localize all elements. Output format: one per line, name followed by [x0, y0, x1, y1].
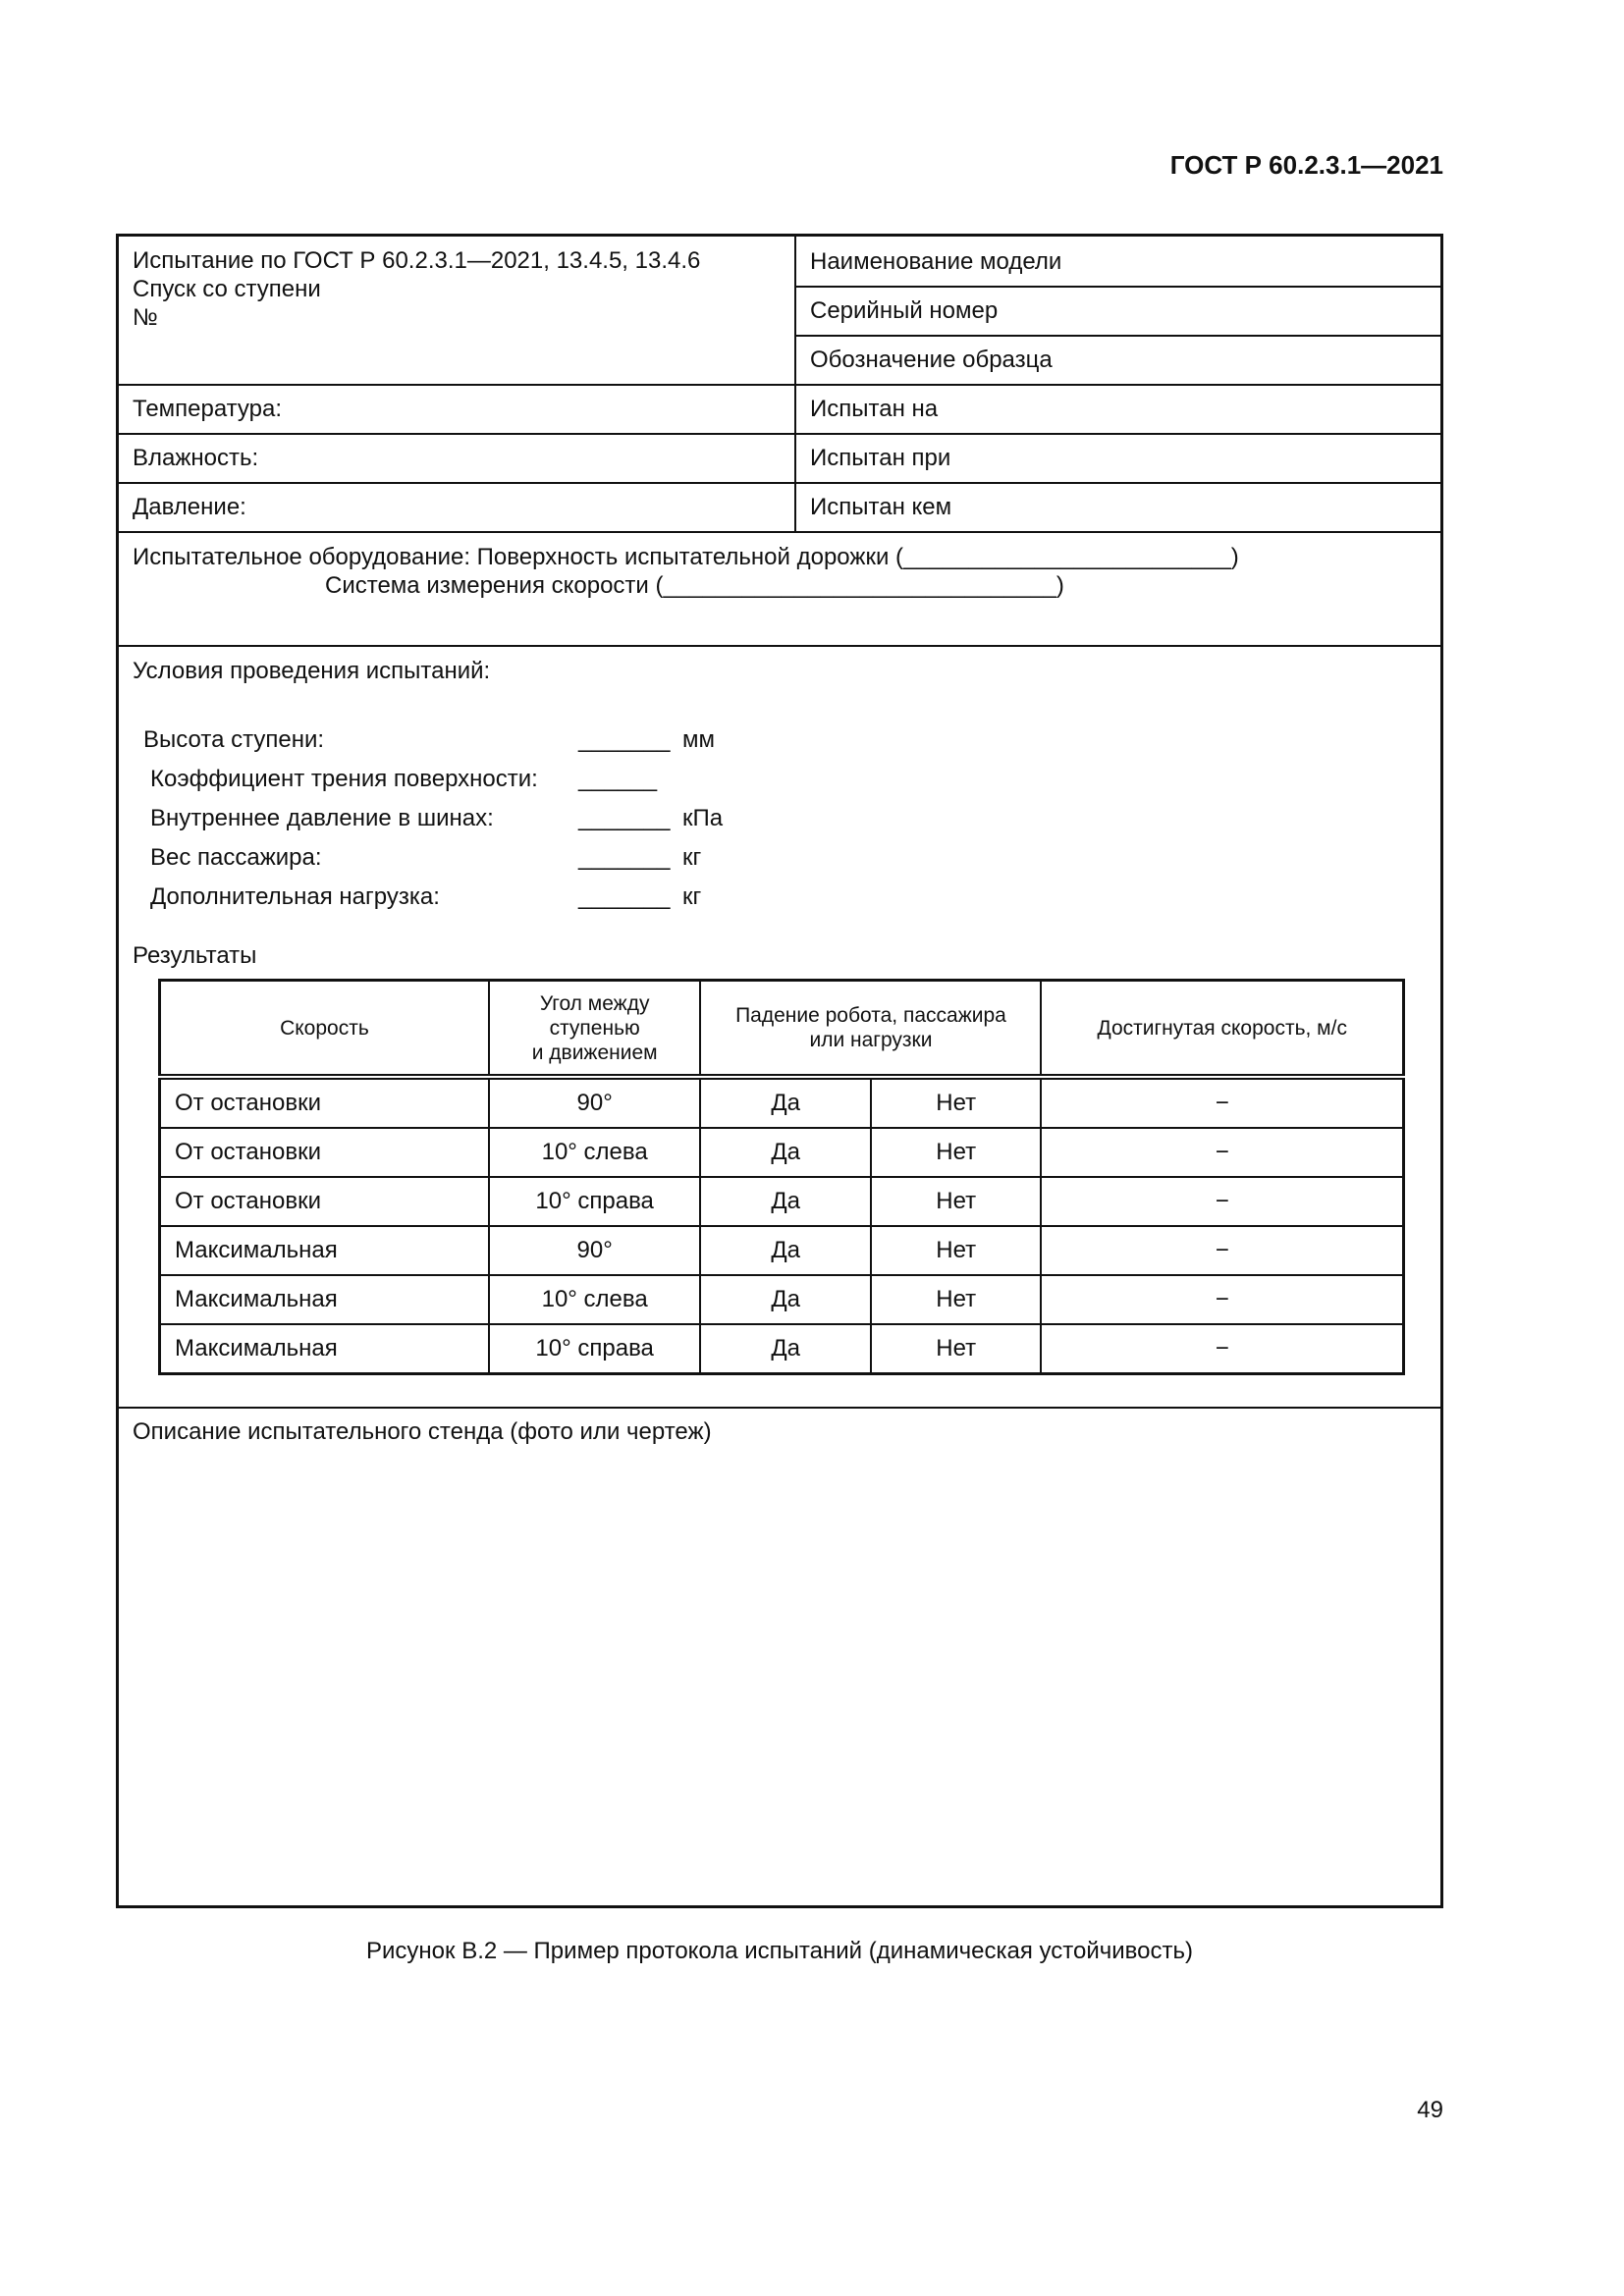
row-divider — [119, 433, 1440, 435]
cell-yes: Да — [700, 1077, 870, 1128]
condition-label: Внутреннее давление в шинах: — [150, 805, 494, 831]
cell-speed: От остановки — [160, 1177, 489, 1226]
header-fall: Падение робота, пассажира или нагрузки — [700, 981, 1041, 1078]
tested-by-label: Испытан кем — [810, 494, 952, 520]
row-divider — [119, 1407, 1440, 1409]
tested-at-label: Испытан при — [810, 445, 951, 471]
table-row — [160, 1324, 1404, 1374]
humidity-label: Влажность: — [133, 445, 259, 471]
table-row — [160, 1128, 1404, 1177]
table-row — [160, 1226, 1404, 1275]
cell-achieved: − — [1041, 1324, 1403, 1374]
equipment-surface: Испытательное оборудование: Поверхность испытательной дорожки (_________________________) — [133, 544, 1239, 570]
cell-speed: От остановки — [160, 1128, 489, 1177]
row-divider — [119, 482, 1440, 484]
cell-no: Нет — [871, 1226, 1042, 1275]
cell-angle: 90° — [489, 1077, 701, 1128]
cell-achieved: − — [1041, 1177, 1403, 1226]
cell-yes: Да — [700, 1275, 870, 1324]
model-name-label: Наименование модели — [810, 248, 1062, 275]
cell-angle: 90° — [489, 1226, 701, 1275]
cell-achieved: − — [1041, 1077, 1403, 1128]
table-row — [160, 1275, 1404, 1324]
row-divider — [119, 531, 1440, 533]
row-divider — [794, 335, 1440, 337]
equipment-speed-system: Система измерения скорости (______________________________) — [325, 572, 1064, 599]
condition-label: Вес пассажира: — [150, 844, 322, 871]
cell-no: Нет — [871, 1077, 1042, 1128]
cell-yes: Да — [700, 1324, 870, 1374]
stand-description-label: Описание испытательного стенда (фото или чертеж) — [133, 1418, 712, 1445]
condition-blank: ______ — [578, 766, 658, 792]
condition-unit: мм — [682, 726, 715, 753]
condition-unit: кг — [682, 883, 702, 910]
cell-speed: Максимальная — [160, 1226, 489, 1275]
condition-label: Коэффициент трения поверхности: — [150, 766, 538, 792]
cell-yes: Да — [700, 1128, 870, 1177]
cell-speed: Максимальная — [160, 1324, 489, 1374]
condition-label: Дополнительная нагрузка: — [150, 883, 440, 910]
cell-yes: Да — [700, 1177, 870, 1226]
cell-yes: Да — [700, 1226, 870, 1275]
results-table — [158, 979, 1405, 1375]
condition-blank: _______ — [578, 726, 671, 753]
row-divider — [119, 645, 1440, 647]
cell-no: Нет — [871, 1128, 1042, 1177]
cell-achieved: − — [1041, 1128, 1403, 1177]
cell-speed: Максимальная — [160, 1275, 489, 1324]
header-achieved-speed: Достигнутая скорость, м/с — [1041, 981, 1403, 1078]
test-name: Спуск со ступени — [133, 276, 321, 302]
pressure-label: Давление: — [133, 494, 246, 520]
standard-code: ГОСТ Р 60.2.3.1—2021 — [1169, 150, 1443, 180]
table-row — [160, 1077, 1404, 1128]
cell-angle: 10° слева — [489, 1128, 701, 1177]
cell-angle: 10° справа — [489, 1177, 701, 1226]
header-angle: Угол между ступенью и движением — [489, 981, 701, 1078]
cell-no: Нет — [871, 1177, 1042, 1226]
condition-blank: _______ — [578, 844, 671, 871]
serial-number-label: Серийный номер — [810, 297, 999, 324]
sample-designation-label: Обозначение образца — [810, 347, 1053, 373]
results-header-row — [160, 981, 1404, 1078]
condition-blank: _______ — [578, 883, 671, 910]
cell-achieved: − — [1041, 1275, 1403, 1324]
figure-caption: Рисунок В.2 — Пример протокола испытаний (динамическая устойчивость) — [366, 1938, 1193, 1964]
number-label: № — [133, 304, 158, 331]
cell-no: Нет — [871, 1324, 1042, 1374]
temperature-label: Температура: — [133, 396, 283, 422]
cell-angle: 10° слева — [489, 1275, 701, 1324]
page-number: 49 — [1417, 2097, 1443, 2123]
condition-unit: кг — [682, 844, 702, 871]
cell-angle: 10° справа — [489, 1324, 701, 1374]
tested-on-label: Испытан на — [810, 396, 939, 422]
header-speed: Скорость — [160, 981, 489, 1078]
table-row — [160, 1177, 1404, 1226]
condition-blank: _______ — [578, 805, 671, 831]
conditions-title: Условия проведения испытаний: — [133, 658, 491, 684]
test-protocol-form — [116, 234, 1443, 1908]
cell-speed: От остановки — [160, 1077, 489, 1128]
row-divider — [119, 384, 1440, 386]
test-reference: Испытание по ГОСТ Р 60.2.3.1—2021, 13.4.5, 13.4.6 — [133, 247, 701, 274]
condition-label: Высота ступени: — [143, 726, 325, 753]
cell-achieved: − — [1041, 1226, 1403, 1275]
row-divider — [794, 286, 1440, 288]
condition-unit: кПа — [682, 805, 724, 831]
results-title: Результаты — [133, 942, 257, 969]
cell-no: Нет — [871, 1275, 1042, 1324]
